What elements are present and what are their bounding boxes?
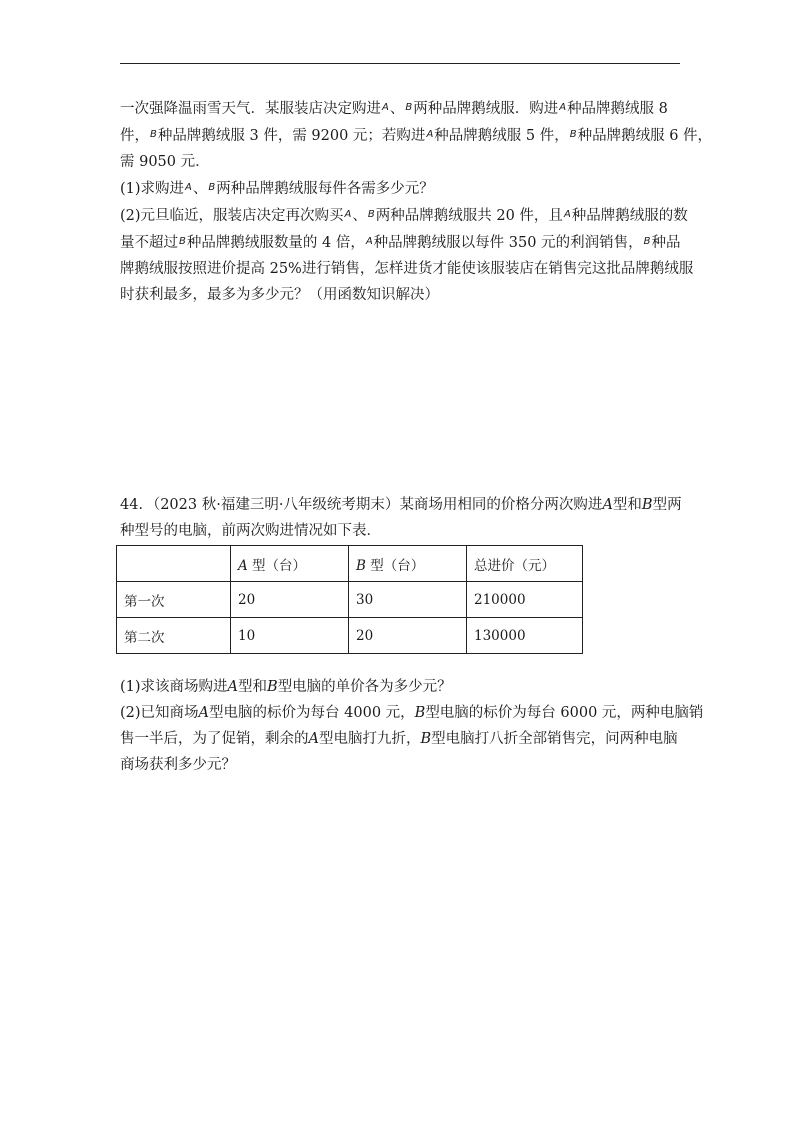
text: (2)元旦临近，服装店决定再次购买 bbox=[120, 208, 344, 224]
text: 某商场用相同的价格分两次购进 bbox=[399, 497, 603, 513]
q43-part-2-line-4 bbox=[120, 282, 686, 308]
var-a: A bbox=[602, 497, 613, 513]
question-44-stem bbox=[120, 492, 686, 544]
var-b: B bbox=[641, 497, 653, 513]
text: 型和 bbox=[238, 679, 268, 695]
table-cell: 30 bbox=[349, 582, 467, 618]
var-b: B bbox=[420, 731, 432, 747]
table-cell: 20 bbox=[231, 582, 349, 618]
text: 型电脑的标价为每台 4000 元， bbox=[209, 705, 415, 721]
table-row bbox=[117, 618, 583, 654]
var-a: A bbox=[365, 236, 373, 247]
header-cell-a bbox=[231, 546, 349, 582]
text: 件， bbox=[120, 128, 149, 144]
q44-line-2 bbox=[120, 518, 686, 544]
text: 型电脑打九折， bbox=[318, 731, 421, 747]
var-a: A bbox=[227, 679, 239, 695]
var-b: B bbox=[405, 102, 413, 113]
q44-part-2-line-1 bbox=[120, 700, 704, 726]
text: 型两 bbox=[652, 497, 682, 513]
var-a: A bbox=[185, 182, 192, 193]
text: 种品牌鹅绒服以每件 350 元的利润销售， bbox=[373, 235, 643, 251]
text: 种品牌鹅绒服 6 件， bbox=[577, 128, 713, 144]
table-cell: 10 bbox=[231, 618, 349, 654]
var-b: B bbox=[267, 679, 278, 695]
var-a: A bbox=[559, 102, 567, 113]
var-b: B bbox=[643, 236, 651, 247]
table-cell: 130000 bbox=[467, 618, 583, 654]
text: 两种品牌鹅绒服共 20 件，且 bbox=[375, 208, 563, 224]
var-b: B bbox=[179, 236, 186, 247]
q43-line-3 bbox=[120, 149, 686, 175]
q44-line-1 bbox=[120, 492, 686, 518]
var-b: B bbox=[356, 557, 366, 574]
text: 型（台） bbox=[252, 557, 307, 574]
var-b: B bbox=[367, 209, 375, 220]
var-a: A bbox=[308, 731, 319, 747]
text: 型和 bbox=[612, 497, 642, 513]
header-rule bbox=[120, 63, 680, 64]
table-header-row bbox=[117, 546, 583, 582]
question-44-parts bbox=[120, 674, 704, 778]
text: 牌鹅绒服按照进价提高 25%进行销售，怎样进货才能使该服装店在销售完这批品牌鹅绒服 bbox=[120, 261, 694, 277]
text: (1)求该商场购进 bbox=[120, 679, 228, 695]
var-b: B bbox=[208, 182, 216, 193]
text: 种品牌鹅绒服数量的 4 倍， bbox=[186, 235, 365, 251]
text: 种品牌鹅绒服 8 bbox=[567, 101, 668, 117]
purchase-table bbox=[116, 545, 583, 654]
var-a: A bbox=[426, 129, 434, 140]
var-a: A bbox=[344, 209, 352, 220]
var-b: B bbox=[150, 129, 157, 140]
table-cell: 第一次 bbox=[117, 582, 231, 618]
q43-part-2-line-1 bbox=[120, 202, 686, 229]
header-cell-total: 总进价（元） bbox=[467, 546, 583, 582]
text: 、 bbox=[352, 208, 367, 224]
header-cell-empty bbox=[117, 546, 231, 582]
text: 商场获利多少元？ bbox=[120, 757, 236, 773]
text: 一次强降温雨雪天气．某服装店决定购进 bbox=[120, 101, 381, 117]
text: 时获利最多，最多为多少元？（用函数知识解决） bbox=[120, 287, 439, 303]
text: 两种品牌鹅绒服每件各需多少元？ bbox=[216, 181, 434, 197]
text: 种品 bbox=[651, 235, 681, 251]
q43-part-1 bbox=[120, 175, 686, 202]
text: (1)求购进 bbox=[120, 181, 185, 197]
q44-part-2-line-3 bbox=[120, 752, 686, 778]
text: 需 9050 元． bbox=[120, 154, 210, 170]
q43-part-2-line-3 bbox=[120, 256, 694, 282]
table-cell: 第二次 bbox=[117, 618, 231, 654]
text: 种型号的电脑，前两次购进情况如下表． bbox=[120, 523, 381, 539]
q43-part-2-line-2 bbox=[120, 229, 686, 256]
var-a: A bbox=[198, 705, 210, 721]
text: (2)已知商场 bbox=[120, 705, 199, 721]
text: 型电脑的标价为每台 6000 元，两种电脑销 bbox=[425, 705, 704, 721]
table-row bbox=[117, 582, 583, 618]
text: 两种品牌鹅绒服．购进 bbox=[413, 101, 559, 117]
var-b: B bbox=[569, 129, 577, 140]
text: 型电脑打八折全部销售完，问两种电脑 bbox=[431, 731, 678, 747]
text: 种品牌鹅绒服 3 件，需 9200 元；若购进 bbox=[157, 128, 426, 144]
text: 型（台） bbox=[370, 557, 425, 574]
text: 种品牌鹅绒服 5 件， bbox=[434, 128, 569, 144]
var-a: A bbox=[382, 102, 389, 113]
question-43-body bbox=[120, 95, 713, 308]
text: 、 bbox=[389, 101, 405, 117]
q43-line-1 bbox=[120, 95, 686, 122]
text: 售一半后，为了促销，剩余的 bbox=[120, 731, 309, 747]
text: 、 bbox=[192, 181, 208, 197]
q43-line-2 bbox=[120, 122, 713, 149]
q44-part-1 bbox=[120, 674, 686, 700]
q44-part-2-line-2 bbox=[120, 726, 686, 752]
question-number: 44． bbox=[120, 497, 153, 513]
table-cell: 210000 bbox=[467, 582, 583, 618]
table-cell: 20 bbox=[349, 618, 467, 654]
text: 型电脑的单价各为多少元？ bbox=[277, 679, 452, 695]
var-a: A bbox=[563, 209, 571, 220]
header-cell-b bbox=[349, 546, 467, 582]
text: 种品牌鹅绒服的数 bbox=[571, 208, 688, 224]
question-source: （2023 秋·福建三明·八年级统考期末） bbox=[152, 497, 400, 513]
var-a: A bbox=[238, 557, 248, 574]
var-b: B bbox=[414, 705, 426, 721]
text: 量不超过 bbox=[120, 235, 178, 251]
